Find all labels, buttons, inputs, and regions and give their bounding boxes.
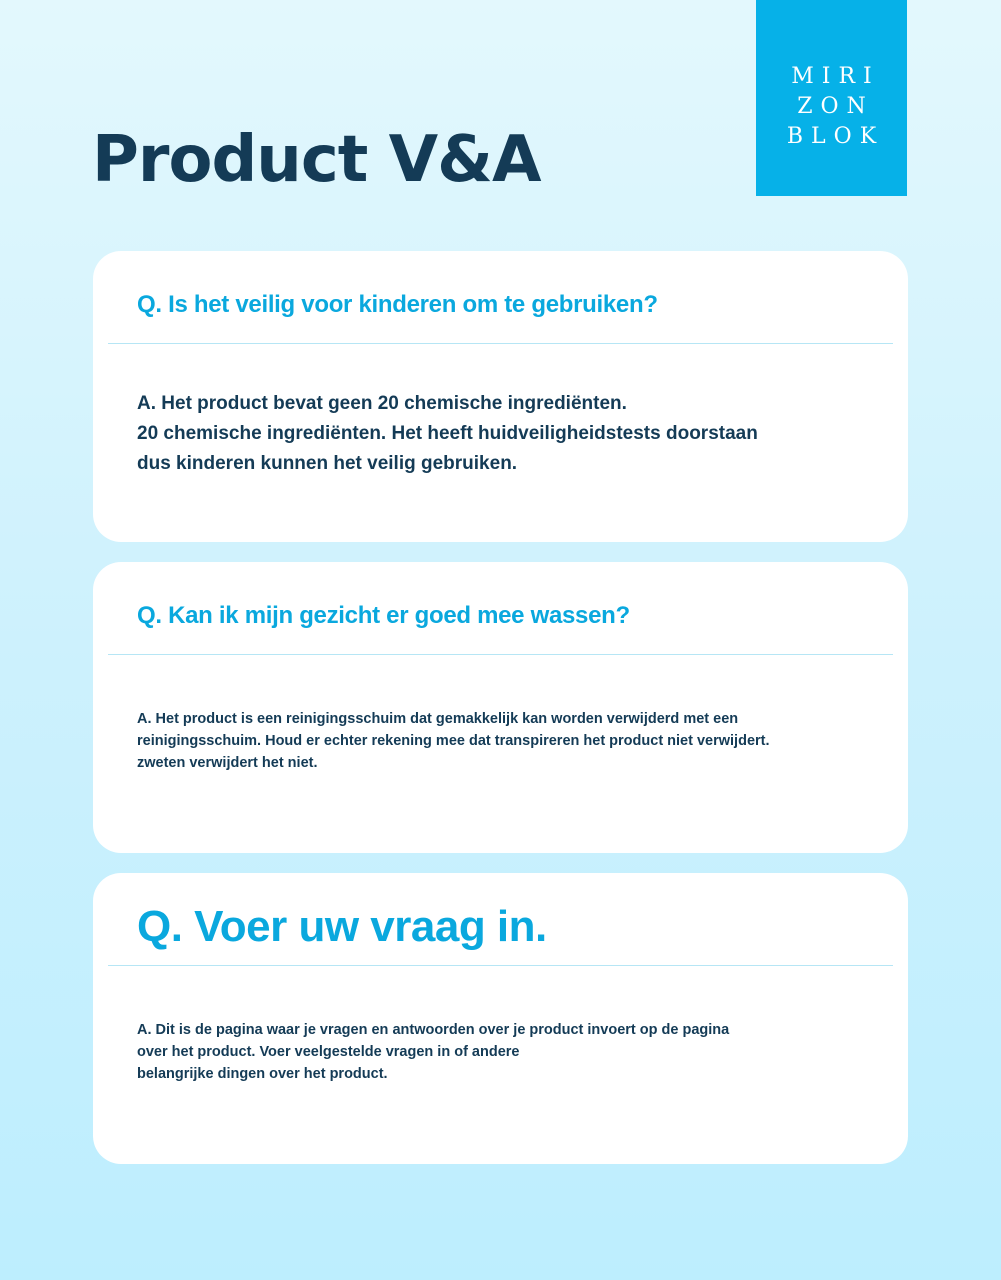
logo-line-3: BLOK: [786, 124, 885, 149]
answer-line: reinigingsschuim. Houd er echter rekening mee dat transpireren het product niet verwijdert.: [137, 733, 770, 749]
logo-line-1: MIRI: [791, 64, 880, 89]
faq-divider-2: [108, 654, 893, 655]
brand-logo: [756, 0, 907, 196]
answer-line: A. Het product bevat geen 20 chemische ingrediënten.: [137, 393, 627, 414]
faq-card-3: [93, 873, 908, 1164]
answer-line: 20 chemische ingrediënten. Het heeft huidveiligheidstests doorstaan: [137, 423, 758, 444]
faq-divider-3: [108, 965, 893, 966]
answer-line: A. Dit is de pagina waar je vragen en antwoorden over je product invoert op de pagina: [137, 1022, 730, 1038]
faq-divider-1: [108, 343, 893, 344]
answer-line: belangrijke dingen over het product.: [137, 1066, 388, 1082]
faq-card-2: [93, 562, 908, 853]
faq-question-2: Q. Kan ik mijn gezicht er goed mee wassen?: [137, 602, 630, 629]
answer-line: A. Het product is een reinigingsschuim dat gemakkelijk kan worden verwijderd met een: [137, 711, 739, 727]
faq-question-1: Q. Is het veilig voor kinderen om te gebruiken?: [137, 291, 658, 318]
logo-line-2: ZON: [797, 94, 874, 119]
faq-question-3: Q. Voer uw vraag in.: [137, 902, 547, 951]
answer-line: zweten verwijdert het niet.: [137, 755, 318, 771]
faq-answer-3: [137, 1019, 848, 1085]
faq-card-1: [93, 251, 908, 542]
answer-line: dus kinderen kunnen het veilig gebruiken.: [137, 453, 518, 474]
faq-answer-1: [137, 389, 848, 479]
page-title: Product V&A: [92, 123, 541, 197]
answer-line: over het product. Voer veelgestelde vragen in of andere: [137, 1044, 520, 1060]
faq-answer-2: [137, 708, 848, 774]
